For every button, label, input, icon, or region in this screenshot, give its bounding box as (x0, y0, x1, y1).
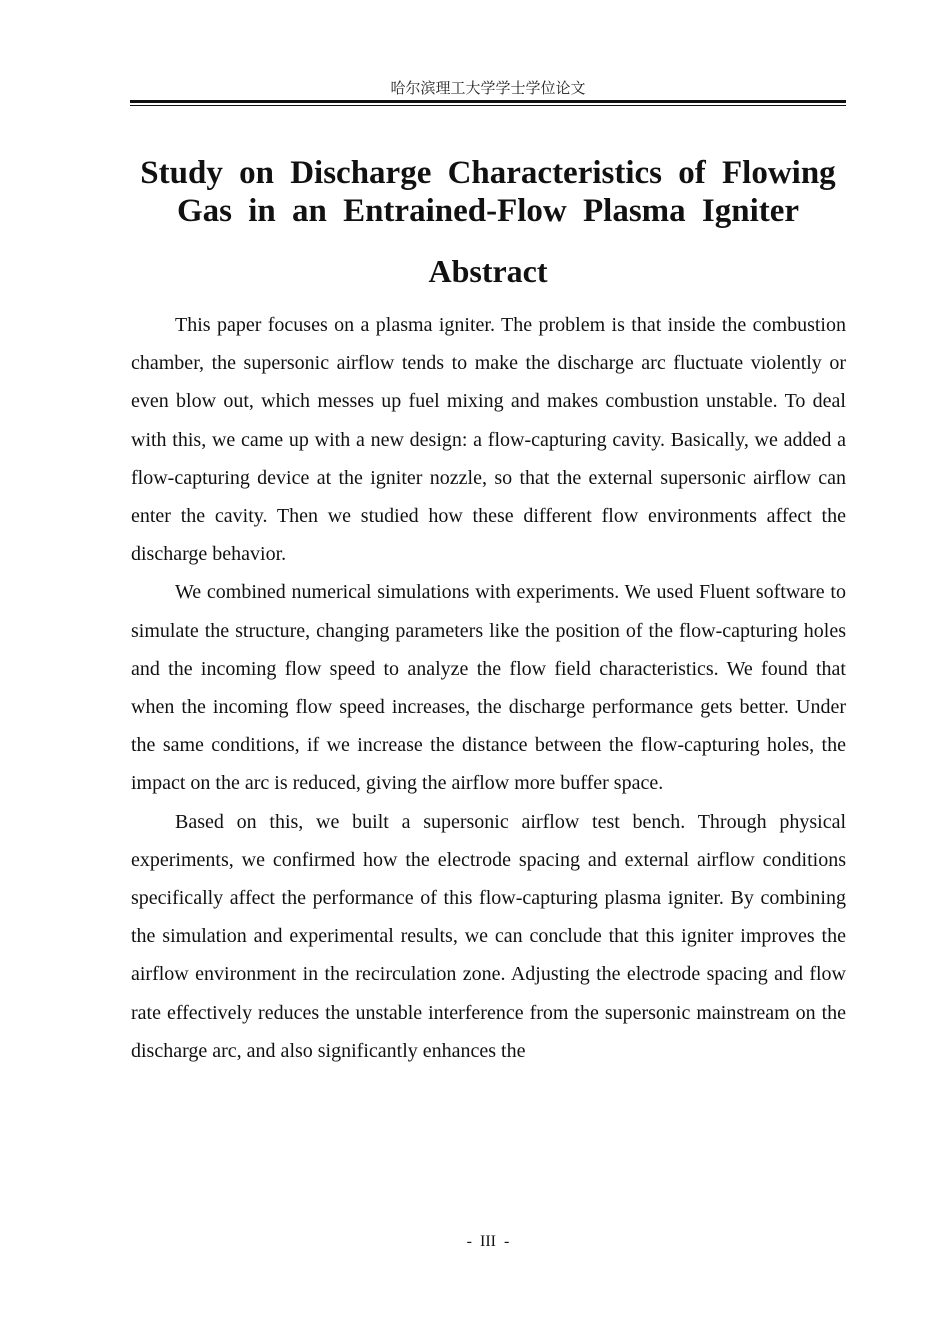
paper-title-line-1: Study on Discharge Characteristics of Flowing (140, 155, 836, 191)
abstract-heading: Abstract (428, 253, 548, 289)
abstract-body (131, 306, 846, 1070)
paper-title (130, 154, 846, 230)
abstract-paragraph-1: This paper focuses on a plasma igniter. The problem is that inside the combustion chamber, the supersonic airflow tends to make the discharge arc fluctuate violently or even blow out, which messes up fuel mixing and makes combustion unstable. To deal with this, we came up with a new design: a flow-capturing cavity. Basically, we added a flow-capturing device at the igniter nozzle, so that the external supersonic airflow can enter the cavity. Then we studied how these different flow environments affect the discharge behavior. (131, 314, 846, 566)
page-number: - III - (466, 1233, 510, 1250)
abstract-paragraph-3: Based on this, we built a supersonic airflow test bench. Through physical experiments, we confirmed how the electrode spacing and external airflow conditions specifically affect the performance of this flow-capturing plasma igniter. By combining the simulation and experimental results, we can conclude that this igniter improves the airflow environment in the recirculation zone. Adjusting the electrode spacing and flow rate effectively reduces the unstable interference from the supersonic mainstream on the discharge arc, and also significantly enhances the (131, 810, 846, 1062)
paper-title-line-2: Gas in an Entrained-Flow Plasma Igniter (176, 193, 800, 229)
header-rule-thick (130, 100, 846, 103)
header-rule-thin (130, 105, 846, 106)
abstract-paragraph-2: We combined numerical simulations with experiments. We used Fluent software to simulate the structure, changing parameters like the position of the flow-capturing holes and the incoming flow speed to analyze the flow field characteristics. We found that when the incoming flow speed increases, the discharge performance gets better. Under the same conditions, if we increase the distance between the flow-capturing holes, the impact on the arc is reduced, giving the airflow more buffer space. (131, 581, 846, 795)
running-header: 哈尔滨理工大学学士学位论文 (390, 79, 586, 97)
